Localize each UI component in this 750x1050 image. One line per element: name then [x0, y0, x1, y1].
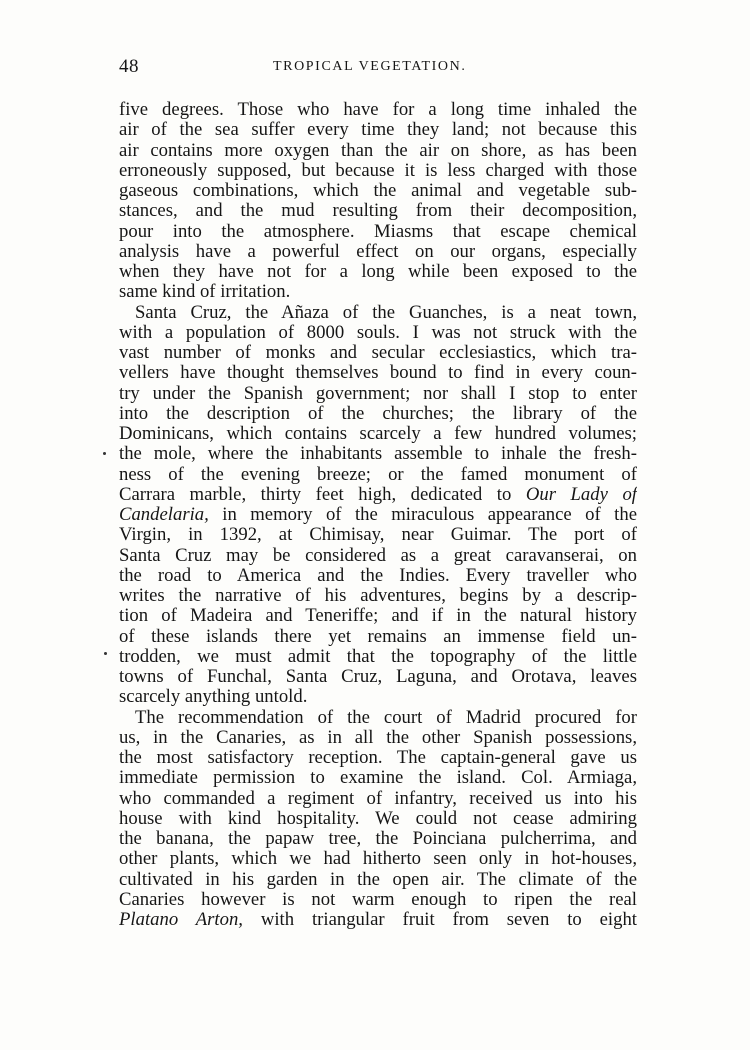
text-line: trodden, we must admit that the topography of the little [119, 646, 637, 667]
text-line: air contains more oxygen than the air on shore, as has been [119, 140, 637, 161]
text-line: pour into the atmosphere. Miasms that escape chemical [119, 221, 637, 242]
text-line: ness of the evening breeze; or the famed monument of [119, 464, 637, 485]
text-line: scarcely anything untold. [119, 687, 308, 708]
text-line: air of the sea suffer every time they land; not because this [119, 120, 637, 141]
text-line: writes the narrative of his adventures, begins by a descrip- [119, 586, 637, 606]
text-line: Santa Cruz, the Añaza of the Guanches, is a neat town, [135, 302, 637, 323]
text-line-mixed [119, 910, 637, 930]
text-line: the banana, the papaw tree, the Poinciana pulcherrima, and [119, 829, 637, 849]
running-title: TROPICAL VEGETATION. [273, 59, 467, 74]
text-line-mixed [119, 505, 637, 525]
text-line: vast number of monks and secular ecclesiastics, which tra- [119, 343, 637, 363]
margin-mark [103, 452, 106, 455]
text-line: Canaries however is not warm enough to ripen the real [119, 889, 637, 910]
text-line: try under the Spanish government; nor shall I stop to enter [119, 383, 637, 404]
text-line: erroneously supposed, but because it is less charged with those [119, 160, 637, 181]
text-line: gaseous combinations, which the animal and vegetable sub- [119, 181, 637, 201]
text-line: other plants, which we had hitherto seen only in hot-houses, [119, 849, 637, 870]
text-segment: with triangular fruit from seven to eight [260, 910, 637, 930]
text-line: into the description of the churches; the library of the [119, 403, 637, 424]
text-line: when they have not for a long while been exposed to the [119, 262, 637, 282]
text-line: the mole, where the inhabitants assemble to inhale the fresh- [119, 444, 637, 465]
text-line: five degrees. Those who have for a long time inhaled the [119, 100, 637, 120]
text-line: Virgin, in 1392, at Chimisay, near Guimar. The port of [119, 525, 637, 546]
page-header [119, 56, 637, 82]
italic-phrase: Our Lady of [525, 484, 637, 505]
text-line: towns of Funchal, Santa Cruz, Laguna, and Orotava, leaves [119, 667, 637, 687]
text-line: cultivated in his garden in the open air. The climate of the [119, 869, 637, 890]
text-line: analysis have a powerful effect on our organs, especially [119, 241, 637, 262]
text-line: house with kind hospitality. We could not cease admiring [119, 808, 637, 829]
text-line: vellers have thought themselves bound to find in every coun- [119, 363, 637, 384]
text-line: who commanded a regiment of infantry, received us into his [119, 788, 637, 809]
text-line: us, in the Canaries, as in all the other Spanish possessions, [119, 727, 637, 748]
text-line: the most satisfactory reception. The captain-general gave us [119, 748, 637, 768]
text-line: The recommendation of the court of Madrid procured for [135, 707, 637, 728]
body-text [119, 100, 637, 930]
margin-mark [104, 652, 107, 655]
text-line: Santa Cruz may be considered as a great caravanserai, on [119, 545, 637, 566]
text-line: tion of Madeira and Teneriffe; and if in the natural history [119, 606, 637, 627]
italic-phrase: Platano Arton, [119, 910, 243, 930]
text-line: of these islands there yet remains an immense field un- [119, 626, 637, 647]
page-number: 48 [119, 56, 139, 77]
italic-phrase: Candelaria, [119, 505, 209, 525]
text-line: same kind of irritation. [119, 282, 291, 303]
text-segment: in memory of the miraculous appearance of the [222, 505, 637, 525]
text-line: with a population of 8000 souls. I was not struck with the [119, 322, 637, 343]
text-line: Dominicans, which contains scarcely a few hundred volumes; [119, 424, 637, 444]
text-line: stances, and the mud resulting from their decomposition, [119, 201, 637, 222]
text-line-mixed [119, 485, 637, 505]
text-line: the road to America and the Indies. Every traveller who [119, 565, 637, 586]
text-line: immediate permission to examine the island. Col. Armiaga, [119, 768, 637, 789]
text-segment: Carrara marble, thirty feet high, dedicated to [119, 484, 512, 505]
